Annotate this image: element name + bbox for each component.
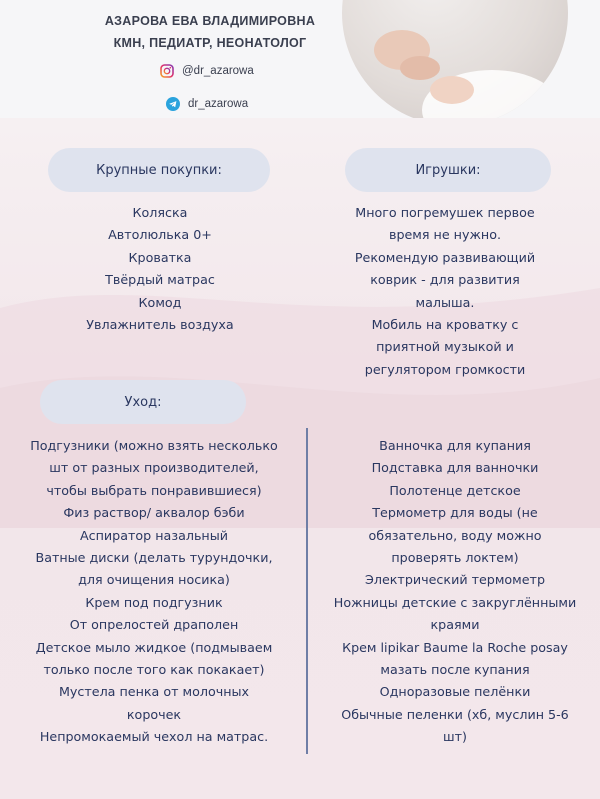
list-item: Увлажнитель воздуха [86,317,234,333]
list-line: Мустела пенка от молочных [58,684,250,700]
telegram-text: dr_azarowa [188,98,249,110]
doctor-photo-illustration [342,0,568,126]
care-list-right [310,435,600,749]
instagram-icon [160,64,174,78]
list-line: Крем lipikar Baume la Roche posay [342,639,568,655]
list-line: Детское мыло жидкое (подмываем [35,639,273,655]
list-line: приятной музыкой и [376,339,514,355]
list-item: Комод [138,294,182,310]
list-line: Электрический термометр [365,572,545,588]
list-line: Полотенце детское [389,482,521,498]
instagram-text: @dr_azarowa [182,65,254,77]
doctor-name: АЗАРОВА ЕВА ВЛАДИМИРОВНА [104,14,316,28]
big-purchases-heading: Крупные покупки: [48,148,270,192]
list-item: Автолюлька 0+ [108,227,212,243]
telegram-icon [166,97,180,111]
doctor-title: КМН, ПЕДИАТР, НЕОНАТОЛОГ [113,36,307,50]
list-line: только после того как покакает) [43,662,265,678]
list-line: Ванночка для купания [379,438,531,453]
list-line: чтобы выбрать понравившиеся) [46,482,262,498]
care-list-left [8,435,300,749]
column-divider [306,428,308,754]
list-line: Много погремушек первое [355,205,535,220]
list-line: Одноразовые пелёнки [379,684,531,700]
list-item: Твёрдый матрас [105,272,215,288]
doctor-photo [342,0,568,126]
list-line: Ножницы детские с закруглёнными [333,594,577,610]
instagram-handle[interactable] [160,64,254,78]
list-line: Рекомендую развивающий [354,249,536,265]
list-line: Аспиратор назальный [79,527,228,543]
list-line: малыша. [415,294,475,310]
care-heading: Уход: [40,380,246,424]
list-line: Физ раствор/ аквалор бэби [63,505,245,521]
list-line: Подставка для ванночки [371,460,539,476]
list-line: Обычные пеленки (хб, муслин 5-6 [341,706,569,722]
list-line: обязательно, воду можно [368,527,542,543]
telegram-handle[interactable] [166,97,248,111]
big-purchases-list [40,202,280,336]
toys-heading: Игрушки: [345,148,551,192]
list-line: От опрелостей драполен [69,617,239,633]
list-line: шт от разных производителей, [49,460,259,476]
list-line: Мобиль на кроватку с [371,317,519,333]
list-line: мазать после купания [380,662,530,678]
list-line: коврик - для развития [370,272,520,288]
list-line: шт) [443,729,467,745]
list-line: краями [430,617,480,633]
list-item: Коляска [132,205,188,220]
list-line: время не нужно. [388,227,502,243]
header [0,0,600,119]
list-line: регулятором громкости [364,361,526,377]
toys-list [320,202,570,381]
list-item: Кроватка [128,249,192,265]
list-line: Крем под подгузник [85,594,223,610]
list-line: Непромокаемый чехол на матрас. [39,729,269,745]
list-line: корочек [126,706,182,722]
list-line: для очищения носика) [78,572,230,588]
list-line: Ватные диски (делать турундочки, [35,550,273,566]
list-line: проверять локтем) [391,550,519,566]
list-line: Подгузники (можно взять несколько [30,438,278,453]
list-line: Термометр для воды (не [372,505,538,521]
